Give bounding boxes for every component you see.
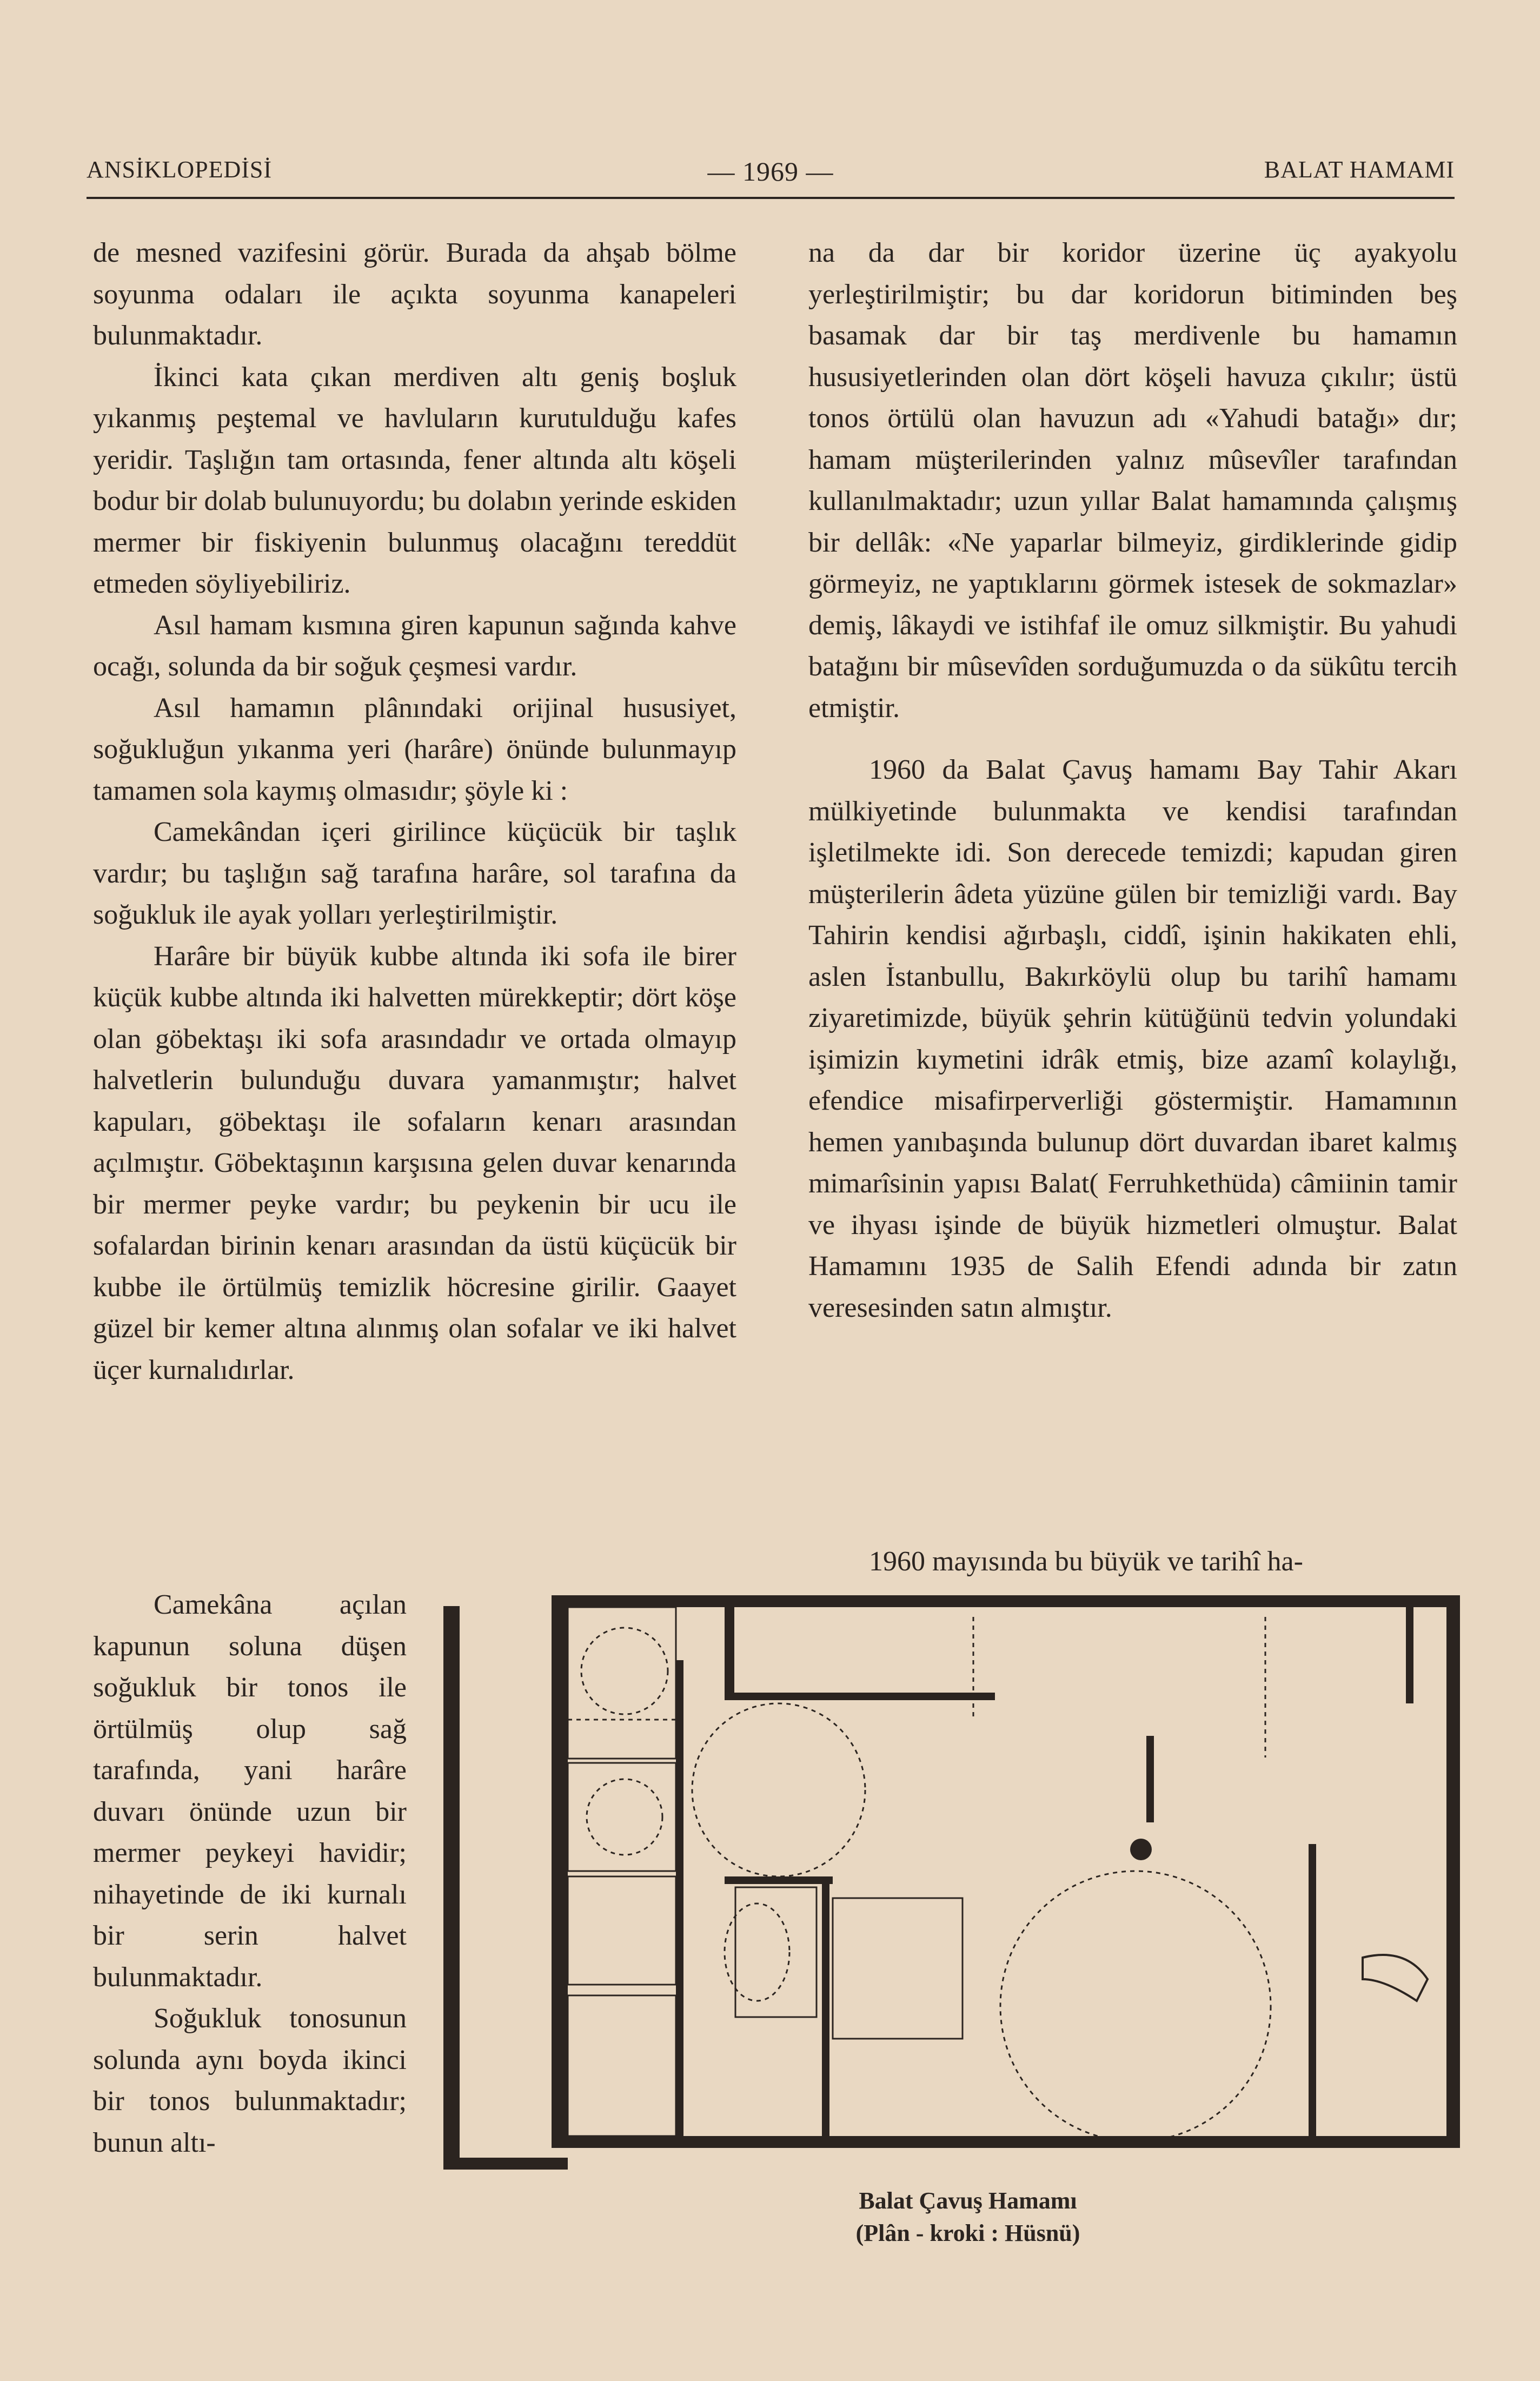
plan-dome xyxy=(1000,1871,1271,2141)
paragraph: İkinci kata çıkan merdiven altı geniş boşluk yıkanmış peştemal ve havluların kurutulduğu kafes yeridir. Taşlığın tam ortasında, fener altında altı köşeli bodur bir dolab bulunuyordu; bu dolabın yerinde eskiden mermer bir fiskiyenin bulunmuş olacağını tereddüt etmeden söyliyebiliriz. xyxy=(93,361,736,599)
paragraph: Asıl hamamın plânındaki orijinal hususiyet, soğukluğun yıkanma yeri (harâre) önünde bulunmayıp tamamen sola kaymış olmasıdır; şöyle ki : xyxy=(93,692,736,806)
page-number: — 1969 — xyxy=(707,156,834,187)
left-column xyxy=(93,233,736,1391)
paragraph: de mesned vazifesini görür. Burada da ahşab bölme soyunma odaları ile açıkta soyunma kanapeleri bulunmaktadır. xyxy=(93,237,736,351)
plan-dome xyxy=(581,1628,668,1714)
paragraph: 1960 mayısında bu büyük ve tarihî ha- xyxy=(869,1546,1303,1577)
plan-column xyxy=(1130,1839,1152,1860)
caption-credit: (Plân - kroki : Hüsnü) xyxy=(855,2220,1080,2246)
paragraph: Asıl hamam kısmına giren kapunun sağında kahve ocağı, solunda da bir soğuk çeşmesi vardır. xyxy=(93,609,736,682)
plan-stair xyxy=(1363,1955,1428,2001)
floor-plan-sketch xyxy=(443,1584,1460,2179)
header-rule xyxy=(87,197,1455,199)
left-column-narrow xyxy=(93,1584,407,2164)
figure-caption xyxy=(817,2185,1119,2250)
paragraph: Camekândan içeri girilince küçücük bir taşlık vardır; bu taşlığın sağ tarafına harâre, sol tarafına da soğukluk ile ayak yolları yerleştirilmiştir. xyxy=(93,817,736,930)
caption-title: Balat Çavuş Hamamı xyxy=(859,2187,1077,2214)
paragraph: Harâre bir büyük kubbe altında iki sofa ile birer küçük kubbe altında iki halvetten mürekkeptir; dört köşe olan göbektaşı iki sofa arasındadır ve ortada olmayıp halvetlerin bulunduğu duvara yamanmıştır; halvet kapuları, göbektaşı ile sofaların kenarı arasından açılmıştır. Göbektaşının karşısına gelen duvar kenarında bir mermer peyke vardır; bu peykenin bir ucu ile sofalardan birinin kenarı arasından da üstü küçücük bir kubbe ile örtülmüş temizlik höcresine girilir. Gaayet güzel bir kemer altına alınmış olan sofalar ve iki halvet üçer kurnalıdırlar. xyxy=(93,940,736,1385)
header-encyclopedia: ANSİKLOPEDİSİ xyxy=(87,156,272,183)
plan-inner-wall xyxy=(725,1595,734,1693)
plan-halvet xyxy=(568,1607,676,1759)
header-entry-title: BALAT HAMAMI xyxy=(1264,156,1455,183)
plan-outer-wall-top xyxy=(552,1595,1460,1607)
page-header xyxy=(87,156,1455,188)
plan-outer-wall-left xyxy=(552,1595,568,2147)
plan-outer-wall-bottom xyxy=(552,2136,1460,2148)
right-column xyxy=(808,233,1457,1329)
paragraph: Camekâna açılan kapunun soluna düşen soğukluk bir tonos ile örtülmüş olup sağ tarafında, yani harâre duvarı önünde uzun bir mermer peykeyi havidir; nihayetinde de iki kurnalı bir serin halvet bulunmaktadır. xyxy=(93,1589,407,1993)
plan-outer-wall-right xyxy=(1446,1595,1460,2147)
plan-main-dome xyxy=(692,1703,865,1876)
paragraph: 1960 da Balat Çavuş hamamı Bay Tahir Akarı mülkiyetinde bulunmakta ve kendisi tarafından işletilmekte idi. Son derecede temizdi; kapudan giren müşterilerin âdeta yüzüne gülen bir temizliği vardı. Bay Tahirin kendisi ağırbaşlı, ciddî, işinin hakikaten ehli, aslen İstanbullu, Bakırköylü olup bu tarihî hamamı ziyaretimizde, büyük şehrin kütüğünü tedvin yolundaki işimizin kıymetini idrâk etmiş, bize azamî kolaylığı, efendice misafirperverliği göstermiştir. Hamamının hemen yanıbaşında bulunup dört duvardan ibaret kalmış mimarîsinin yapısı Balat( Ferruhkethüda) câmiinin tamir ve ihyası işinde de büyük hizmetleri olmuştur. Balat Hamamını 1935 de Salih Efendi adında bir zatın veresesinden satın almıştır. xyxy=(808,754,1457,1323)
paragraph: Soğukluk tonosunun solunda aynı boyda ikinci bir tonos bulunmaktadır; bunun altı- xyxy=(93,2003,407,2158)
paragraph: na da dar bir koridor üzerine üç ayakyolu yerleştirilmiştir; bu dar koridorun bitiminden beş basamak dar bir taş merdivenle bu hamamın hususiyetlerinden olan dört köşeli havuza çıkılır; üstü tonos örtülü olan havuzun adı «Yahudi batağı» dır; hamam müşterilerinden yalnız mûsevîler tarafından kullanılmaktadır; uzun yıllar Balat hamamında çalışmış bir dellâk: «Ne yaparlar bilmeyiz, girdiklerinde gidip görmeyiz, ne yaptıklarını görmek istesek de sokmazlar» demiş, lâkaydi ve istihfaf ile omuz silkmiştir. Bu yahudi batağını bir mûsevîden sorduğumuzda o da sükûtu tercih etmiştir. xyxy=(808,237,1457,724)
plan-dome xyxy=(587,1779,662,1855)
right-column-bottom xyxy=(808,1541,1457,1583)
